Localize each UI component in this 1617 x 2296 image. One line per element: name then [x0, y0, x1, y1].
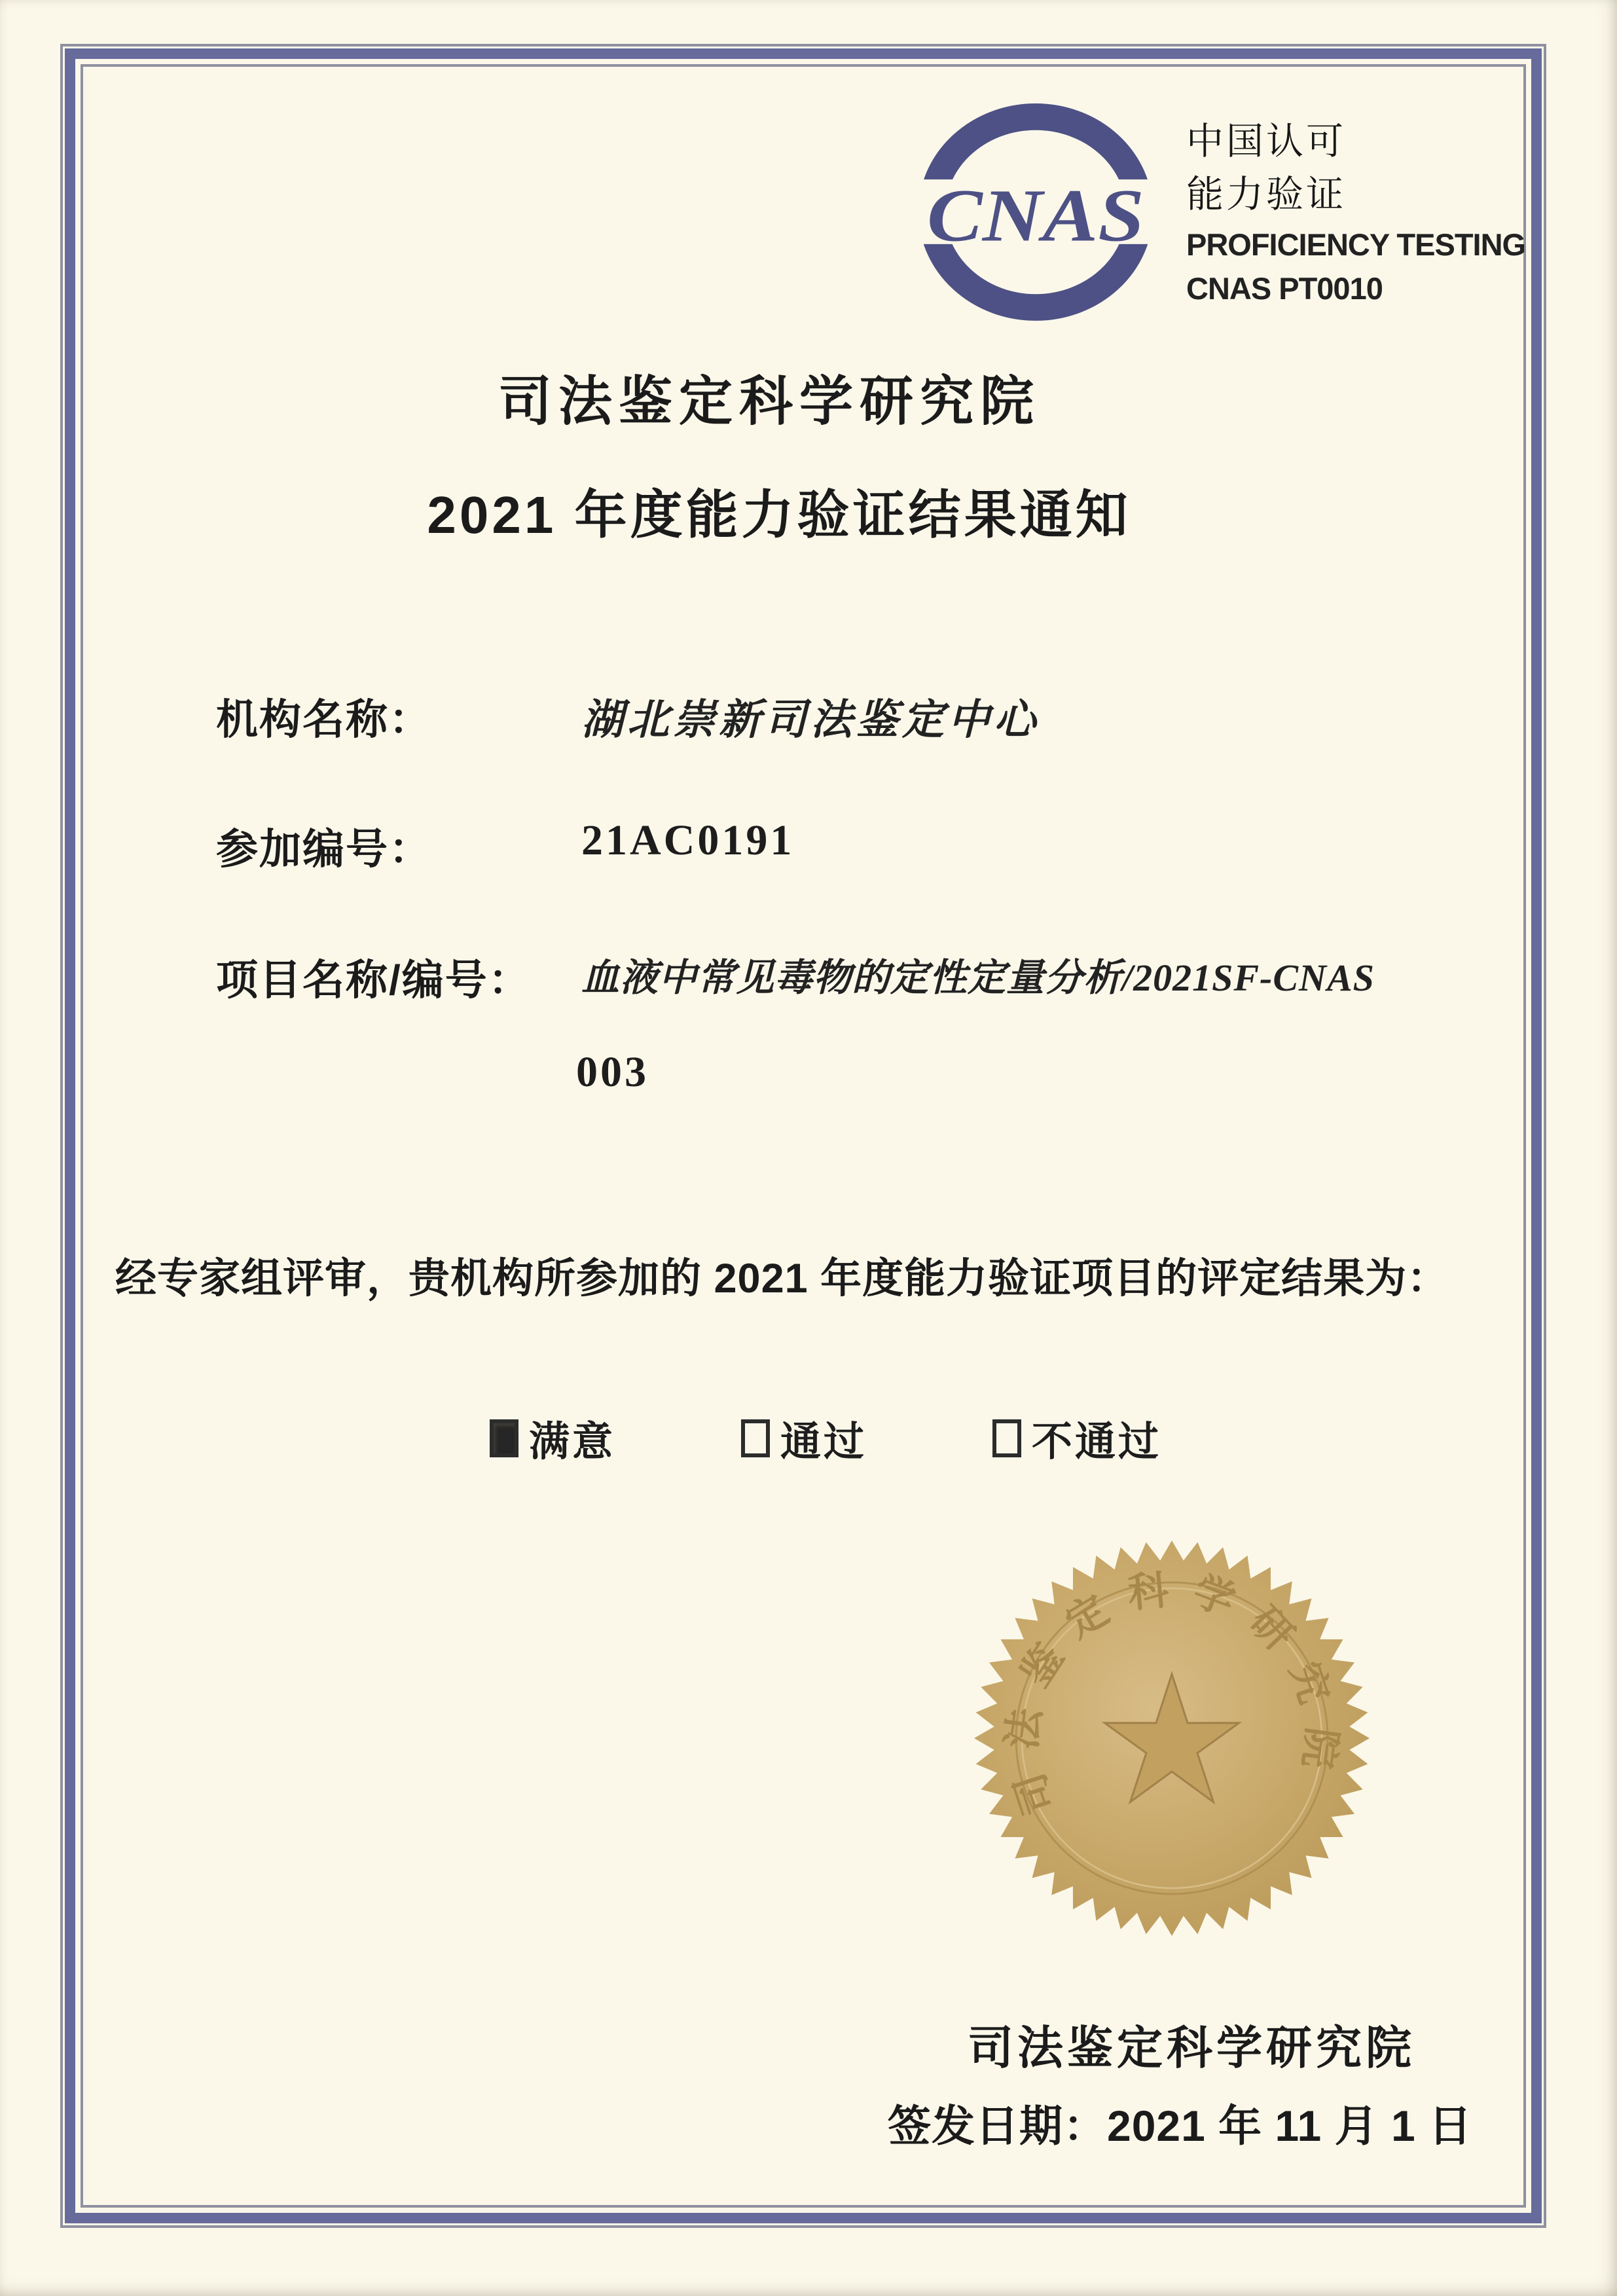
field-row-project	[216, 947, 1525, 1007]
result-option	[490, 1409, 615, 1467]
certificate-title-notice: 2021 年度能力验证结果通知	[427, 486, 1131, 544]
gold-seal	[962, 1529, 1381, 1948]
option-label-satisfactory: 满意	[529, 1420, 616, 1465]
field-label-org: 机构名称：	[216, 696, 432, 743]
field-row-org	[216, 686, 1525, 746]
checkbox-fail-icon	[992, 1419, 1021, 1457]
result-option	[741, 1409, 867, 1467]
option-label-pass: 通过	[780, 1420, 867, 1465]
logo-caption-cn-2: 能力验证	[1186, 174, 1346, 215]
field-row-participant	[216, 816, 1525, 876]
checkbox-satisfactory-icon	[490, 1419, 518, 1457]
evaluation-statement: 经专家组评审，贵机构所参加的 2021 年度能力验证项目的评定结果为：	[115, 1256, 1449, 1302]
logo-caption-cn-1: 中国认可	[1186, 121, 1346, 162]
cnas-logo-captions	[1186, 123, 1525, 317]
cnas-logo-icon	[915, 103, 1156, 323]
result-options-row	[490, 1409, 1161, 1467]
cnas-logo-acronym: CNAS	[927, 173, 1144, 257]
footer-issue-date: 签发日期：2021 年 11 月 1 日	[888, 2102, 1472, 2150]
field-value-org: 湖北崇新司法鉴定中心	[581, 697, 1040, 743]
seal-arc-text: 司法鉴定科学研究院	[1000, 1566, 1344, 1820]
option-label-fail: 不通过	[1032, 1420, 1162, 1465]
result-option	[992, 1409, 1161, 1467]
certificate-title-org: 司法鉴定科学研究院	[498, 372, 1040, 431]
field-label-project: 项目名称/编号：	[216, 957, 532, 1004]
field-label-participant: 参加编号：	[216, 826, 432, 873]
checkbox-pass-icon	[741, 1419, 770, 1457]
field-value-project-line2: 003	[576, 1048, 649, 1096]
field-value-participant: 21AC0191	[581, 816, 795, 864]
footer-issuer: 司法鉴定科学研究院	[968, 2022, 1415, 2073]
logo-caption-en-1: PROFICIENCY TESTING	[1186, 227, 1526, 262]
logo-caption-en-2: CNAS PT0010	[1186, 271, 1383, 306]
field-value-project-line1: 血液中常见毒物的定性定量分析/2021SF-CNAS	[581, 957, 1375, 999]
